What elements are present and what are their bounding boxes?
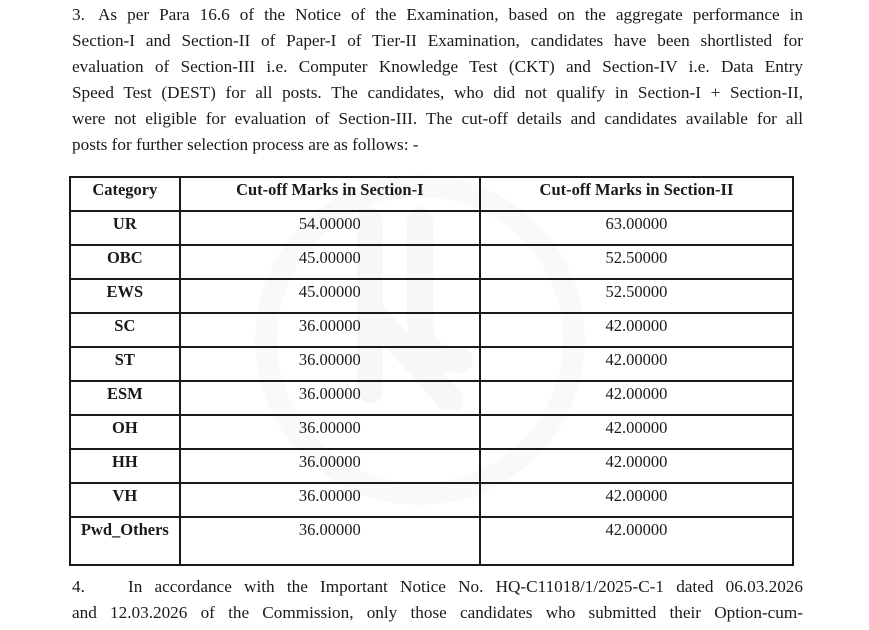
header-category: Category — [70, 177, 180, 211]
cutoff-table — [69, 176, 794, 566]
paragraph-3-line: evaluation of Section-III i.e. Computer Knowledge Test (CKT) and Section-IV i.e. Data Entry — [72, 57, 803, 76]
table-header-row — [70, 177, 793, 211]
table-row — [70, 517, 793, 565]
cut-off-text-line — [72, 622, 803, 630]
category-cell: ST — [70, 347, 180, 381]
table-row — [70, 381, 793, 415]
paragraph-number: 4. — [72, 577, 85, 596]
category-cell: ESM — [70, 381, 180, 415]
table-row — [70, 211, 793, 245]
section-2-cell: 52.50000 — [480, 245, 793, 279]
category-cell: EWS — [70, 279, 180, 313]
category-cell: SC — [70, 313, 180, 347]
table-row — [70, 279, 793, 313]
paragraph-4-line: 4. In accordance with the Important Notice No. HQ-C11018/1/2025-C-1 dated 06.03.2026 — [72, 574, 803, 600]
paragraph-3-line: Section-I and Section-II of Paper-I of Tier-II Examination, candidates have been shortlisted for — [72, 31, 803, 50]
section-2-cell: 42.00000 — [480, 347, 793, 381]
category-cell: OBC — [70, 245, 180, 279]
section-2-cell: 63.00000 — [480, 211, 793, 245]
paragraph-3-line: posts for further selection process are as follows: - — [72, 135, 419, 154]
section-1-cell: 54.00000 — [180, 211, 480, 245]
section-1-cell: 36.00000 — [180, 347, 480, 381]
category-cell: VH — [70, 483, 180, 517]
table-body — [70, 211, 793, 565]
section-1-cell: 36.00000 — [180, 415, 480, 449]
section-2-cell: 42.00000 — [480, 449, 793, 483]
category-cell: Pwd_Others — [70, 517, 180, 565]
paragraph-3-line: 3. As per Para 16.6 of the Notice of the Examination, based on the aggregate performance in — [72, 2, 803, 28]
paragraph-3-line: were not eligible for evaluation of Section-III. The cut-off details and candidates available for all — [72, 109, 803, 128]
table-row — [70, 245, 793, 279]
table-row — [70, 347, 793, 381]
paragraph-4-line: and 12.03.2026 of the Commission, only those candidates who submitted their Option-cum- — [72, 603, 803, 622]
section-1-cell: 36.00000 — [180, 449, 480, 483]
header-section-2: Cut-off Marks in Section-II — [480, 177, 793, 211]
cut-off-text-fragment — [72, 622, 803, 630]
section-2-cell: 42.00000 — [480, 415, 793, 449]
section-1-cell: 36.00000 — [180, 517, 480, 565]
paragraph-3 — [72, 2, 803, 158]
section-1-cell: 45.00000 — [180, 245, 480, 279]
section-2-cell: 42.00000 — [480, 517, 793, 565]
section-2-cell: 52.50000 — [480, 279, 793, 313]
section-1-cell: 36.00000 — [180, 381, 480, 415]
category-cell: HH — [70, 449, 180, 483]
category-cell: UR — [70, 211, 180, 245]
header-section-1: Cut-off Marks in Section-I — [180, 177, 480, 211]
table-row — [70, 415, 793, 449]
paragraph-number: 3. — [72, 5, 85, 24]
section-1-cell: 45.00000 — [180, 279, 480, 313]
table-row — [70, 483, 793, 517]
section-2-cell: 42.00000 — [480, 313, 793, 347]
paragraph-3-line: Speed Test (DEST) for all posts. The candidates, who did not qualify in Section-I + Section-II, — [72, 83, 803, 102]
table-row — [70, 313, 793, 347]
paragraph-4 — [72, 574, 803, 626]
category-cell: OH — [70, 415, 180, 449]
section-2-cell: 42.00000 — [480, 483, 793, 517]
section-1-cell: 36.00000 — [180, 313, 480, 347]
section-2-cell: 42.00000 — [480, 381, 793, 415]
table-row — [70, 449, 793, 483]
section-1-cell: 36.00000 — [180, 483, 480, 517]
